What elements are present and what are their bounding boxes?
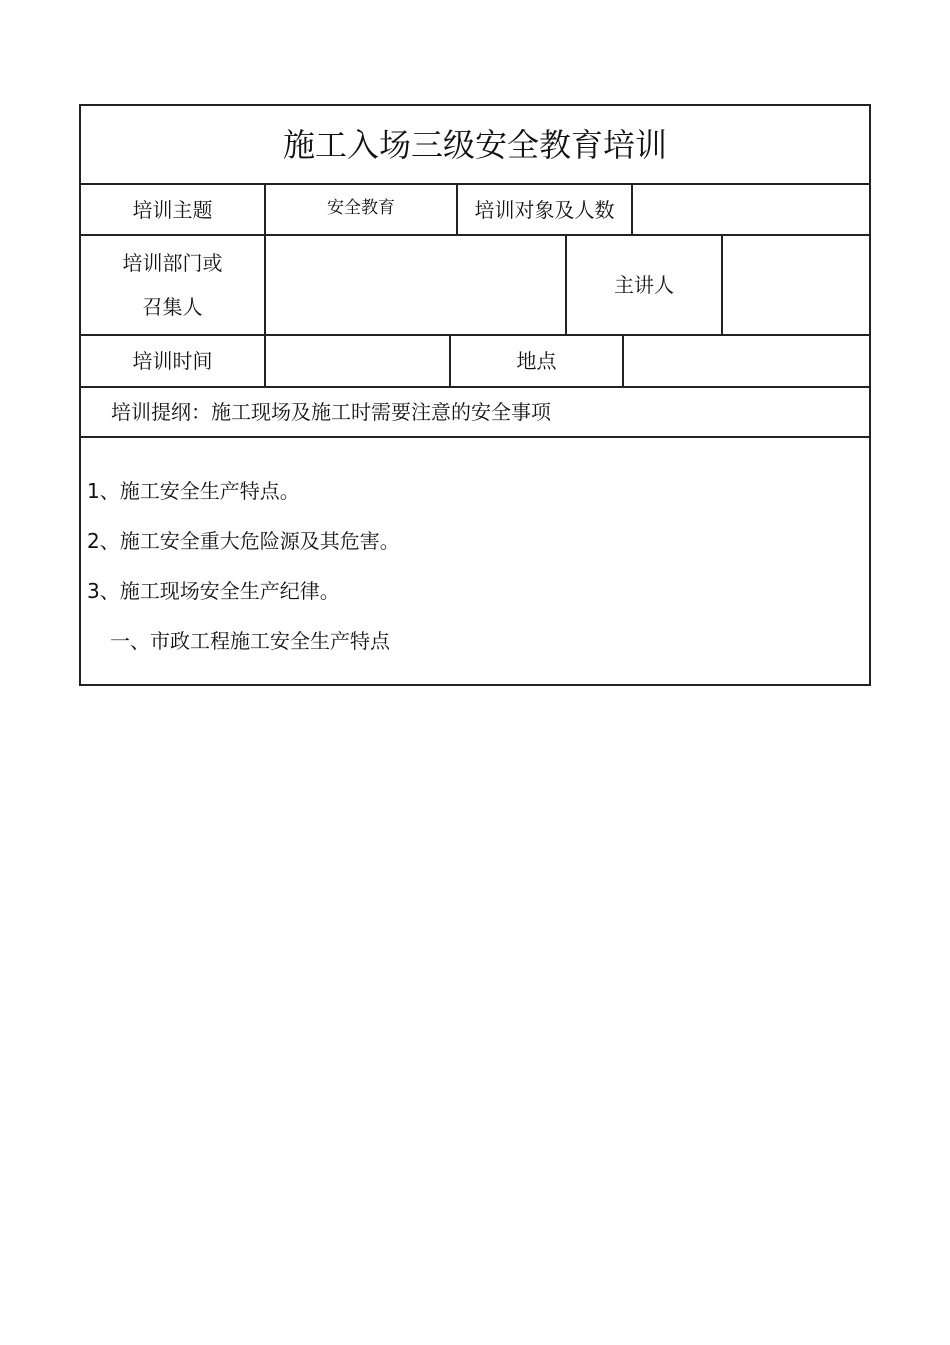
- department-row: [81, 236, 869, 336]
- content-item: 2、施工安全重大危险源及其危害。: [87, 529, 400, 553]
- speaker-value: [723, 236, 869, 334]
- department-label-line1: 培训部门或: [122, 251, 223, 275]
- time-label: 培训时间: [132, 349, 213, 373]
- outline-label: 培训提纲：施工现场及施工时需要注意的安全事项: [111, 400, 551, 424]
- location-value: [624, 336, 869, 386]
- outline-row: [81, 388, 869, 438]
- training-content: [81, 438, 869, 684]
- audience-value: [633, 185, 869, 234]
- audience-label: 培训对象及人数: [474, 197, 615, 222]
- title-row: [81, 106, 869, 185]
- content-item: 1、施工安全生产特点。: [87, 479, 300, 503]
- department-label-line2: 召集人: [142, 295, 203, 319]
- topic-label: 培训主题: [132, 197, 213, 222]
- content-item: 3、施工现场安全生产纪律。: [87, 579, 340, 603]
- topic-value: 安全教育: [327, 198, 395, 218]
- topic-row: [81, 185, 869, 236]
- department-value: [266, 236, 565, 334]
- content-item: 一、市政工程施工安全生产特点: [110, 629, 390, 653]
- time-value: [266, 336, 449, 386]
- speaker-label: 主讲人: [614, 273, 674, 297]
- time-location-row: [81, 336, 869, 388]
- department-label: [81, 236, 264, 334]
- document-title: 施工入场三级安全教育培训: [282, 125, 667, 164]
- training-form-table: [79, 104, 871, 686]
- location-label: 地点: [516, 349, 557, 373]
